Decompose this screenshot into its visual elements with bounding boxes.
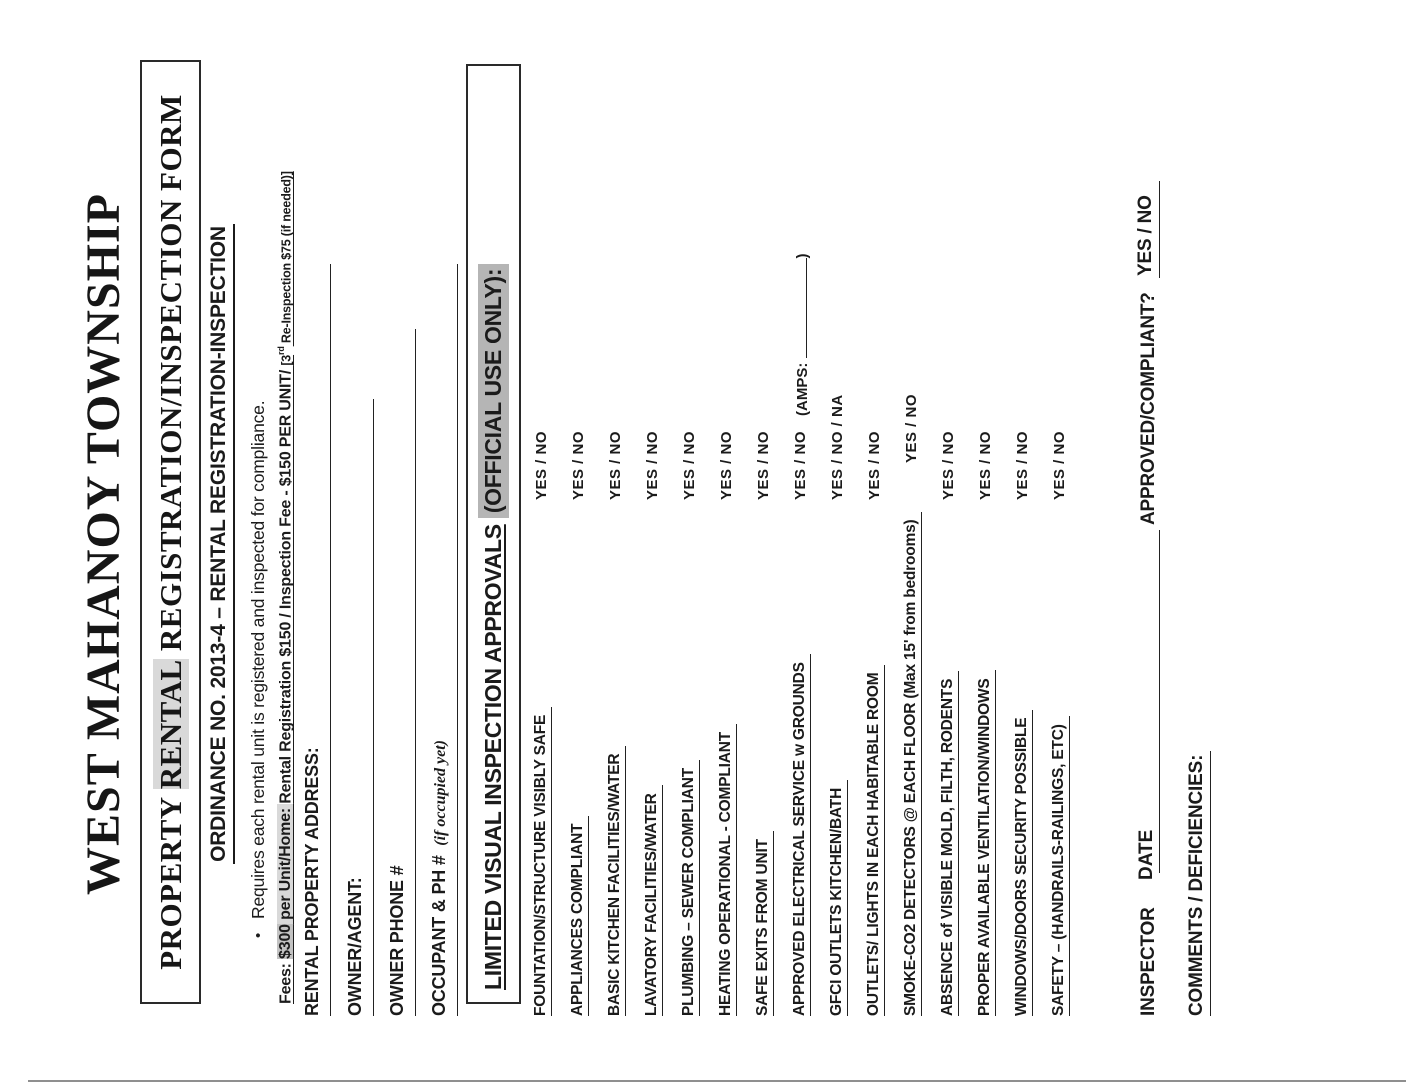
checklist-item-label: SAFETY – (HANDRAILS-RAILINGS, ETC) [1050,716,1070,1016]
field-occupant-phone [429,264,458,1016]
checklist-item-label: BASIC KITCHEN FACILITIES/WATER [606,746,626,1016]
fees-reinspection-open: [3 [279,354,294,366]
section-header-gap [480,518,507,524]
fees-prefix: Fees: [277,958,295,1004]
field-occupant-note: (if occupied yet) [432,739,449,846]
comments-deficiencies-label: COMMENTS / DEFICIENCIES: [1186,751,1211,1016]
checklist-row-outlets [865,16,891,1016]
yes-no-options: YES / NO [1051,430,1068,500]
inspector-signature-row [1128,0,1162,1088]
form-title-part1: PROPERTY [152,789,188,970]
field-rental-property-address [302,264,331,1016]
fees-amount-highlight: $300 [277,924,295,959]
ordinance-bullet [248,401,269,938]
checklist-row-exits [754,16,780,1016]
yes-no-options: YES / NO [681,430,698,500]
checklist-row-plumbing [680,16,706,1016]
yes-no-options: YES / NO [533,430,550,500]
amps-field [792,254,811,417]
checklist-item-label: WINDOWS/DOORS SECURITY POSSIBLE [1013,710,1033,1016]
form-title-highlight: RENTAL [152,659,188,790]
yes-no-options: YES / NO [1014,430,1031,500]
yes-no-options: YES / NO [718,430,735,500]
checklist-item-label: SMOKE-CO2 DETECTORS @ EACH FLOOR (Max 15' from bedrooms) [902,512,922,1016]
approved-yes-no-options: YES / NO [1135,181,1160,278]
field-owner-phone [387,329,416,1016]
checklist-row-electrical [791,16,817,1016]
date-label: DATE [1136,829,1157,880]
field-label: OWNER PHONE # [387,865,407,1016]
checklist-row-appliances [569,16,595,1016]
checklist-item-label: PROPER AVAILABLE VENTILATION/WINDOWS [976,670,996,1016]
field-label: RENTAL PROPERTY ADDRESS: [302,747,322,1016]
checklist-item-label: ABSENCE of VISIBLE MOLD, FILTH, RODENTS [939,671,959,1016]
approved-compliant-label: APPROVED/COMPLIANT? [1138,292,1159,525]
checklist-item-label: PLUMBING – SEWER COMPLIANT [680,760,700,1016]
amps-blank-line [792,259,807,359]
field-owner-agent [345,399,374,1016]
checklist-item-label: OUTLETS/ LIGHTS IN EACH HABITABLE ROOM [865,665,885,1016]
yes-no-options: YES / NO [792,430,809,500]
checklist-item-label: FOUNTATION/STRUCTURE VISIBLY SAFE [532,707,552,1016]
bullet-icon: • [250,932,267,938]
checklist-row-gfci [828,16,854,1016]
checklist-row-foundation [532,16,558,1016]
inspector-blank-line [1135,530,1160,873]
checklist-row-heating [717,16,743,1016]
scan-edge-artifact [28,1080,1406,1083]
checklist-item-label: GFCI OUTLETS KITCHEN/BATH [828,780,848,1016]
section-header-main: LIMITED VISUAL INSPECTION APPROVALS [480,524,506,990]
yes-no-na-options: YES / NO / NA [829,394,846,500]
official-use-only-highlight: (OFFICIAL USE ONLY): [478,264,509,518]
yes-no-options: YES / NO [644,430,661,500]
checklist-row-lavatory [643,16,669,1016]
checklist-item-label: SAFE EXITS FROM UNIT [754,831,774,1016]
checklist-row-windows-doors [1013,16,1039,1016]
yes-no-options: YES / NO [607,430,624,500]
checklist-row-mold [939,16,965,1016]
ordinance-bullet-text: Requires each rental unit is registered and inspected for compliance. [248,400,268,919]
checklist-row-ventilation [976,16,1002,1016]
fees-unit-highlight: per Unit/Home: [277,803,295,925]
yes-no-options: YES / NO [570,430,587,500]
checklist-item-label: APPROVED ELECTRICAL SERVICE w GROUNDS [791,654,811,1016]
field-label: OWNER/AGENT: [345,877,365,1016]
form-title-part2: REGISTRATION/INSPECTION FORM [152,94,188,660]
checklist-item-label: APPLIANCES COMPLIANT [569,816,589,1016]
fees-body: Rental Registration $150 / Inspection Fee - $150 PER UNIT/ [277,365,295,804]
field-label: OCCUPANT & PH # [429,845,449,1016]
yes-no-options: YES / NO [903,393,920,463]
checklist-row-safety [1050,16,1076,1016]
checklist-row-kitchen [606,16,632,1016]
fees-reinspection-rest: Re-Inspection $75 (if needed)] [279,171,294,347]
fees-reinspection-sup: rd [276,346,286,355]
township-title: WEST MAHANOY TOWNSHIP [77,192,130,896]
form-title-box [140,60,201,1004]
yes-no-options: YES / NO [866,430,883,500]
checklist-row-smoke-detectors [902,16,928,1016]
ordinance-heading: ORDINANCE NO. 2013-4 – RENTAL REGISTRATION-INSPECTION [207,224,235,864]
checklist-item-label: HEATING OPERATIONAL - COMPLIANT [717,724,737,1016]
yes-no-options: YES / NO [940,430,957,500]
inspection-section-header [466,64,521,1004]
amps-label: (AMPS: [794,358,811,416]
fees-line [276,44,295,1004]
inspector-label: INSPECTOR [1138,907,1159,1016]
ordinance-heading-wrap [207,0,235,1088]
checklist-item-label: LAVATORY FACILITIES/WATER [643,785,663,1016]
yes-no-options: YES / NO [977,430,994,500]
amps-close-paren: ) [794,253,811,259]
yes-no-options: YES / NO [755,430,772,500]
